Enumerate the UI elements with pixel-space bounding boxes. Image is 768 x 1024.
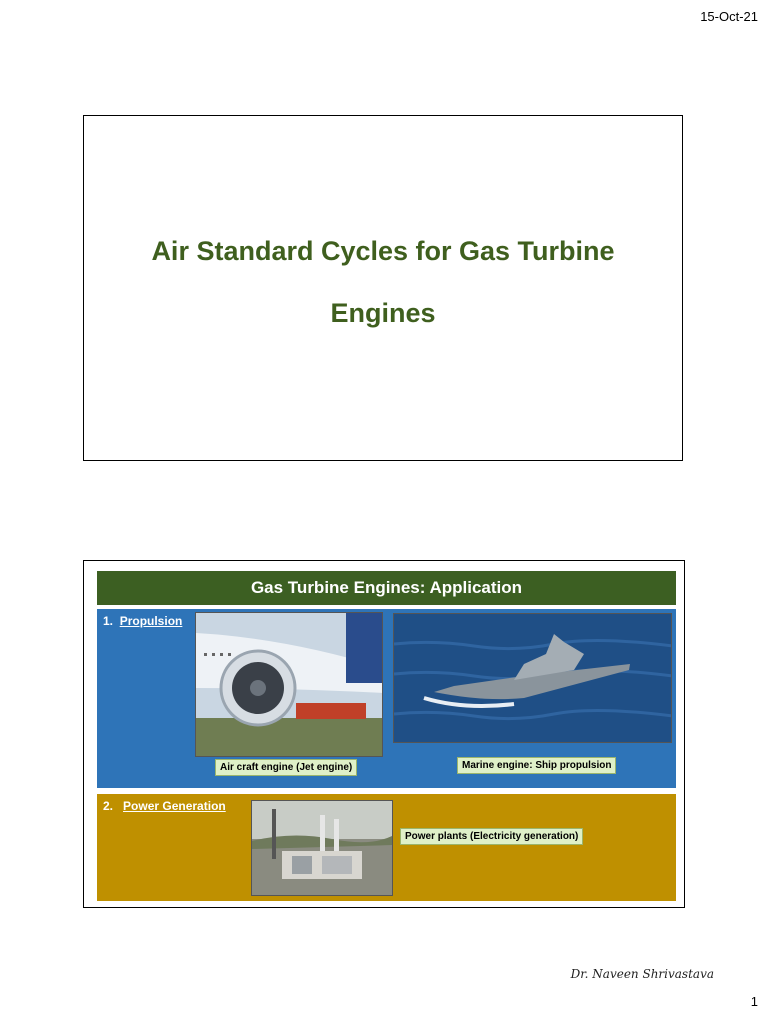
slide-heading: Gas Turbine Engines: Application [97, 571, 676, 605]
slide-title-line2: Engines [330, 298, 436, 328]
title-slide [83, 115, 683, 461]
page-number: 1 [750, 994, 758, 1009]
ship-photo [393, 613, 672, 743]
application-slide [83, 560, 685, 908]
power-generation-label: 2. Power Generation [103, 799, 226, 813]
power-plant-caption: Power plants (Electricity generation) [400, 828, 583, 845]
aircraft-caption: Air craft engine (Jet engine) [215, 759, 357, 776]
marine-caption: Marine engine: Ship propulsion [457, 757, 616, 774]
author-name: Dr. Naveen Shrivastava [570, 967, 714, 981]
propulsion-label: 1. Propulsion [103, 614, 183, 628]
power-generation-panel [97, 794, 676, 901]
propulsion-panel [97, 609, 676, 788]
slide-date: 15-Oct-21 [700, 9, 758, 24]
aircraft-engine-photo [195, 612, 383, 757]
slide-title-line1: Air Standard Cycles for Gas Turbine [151, 236, 615, 266]
power-plant-photo [251, 800, 393, 896]
